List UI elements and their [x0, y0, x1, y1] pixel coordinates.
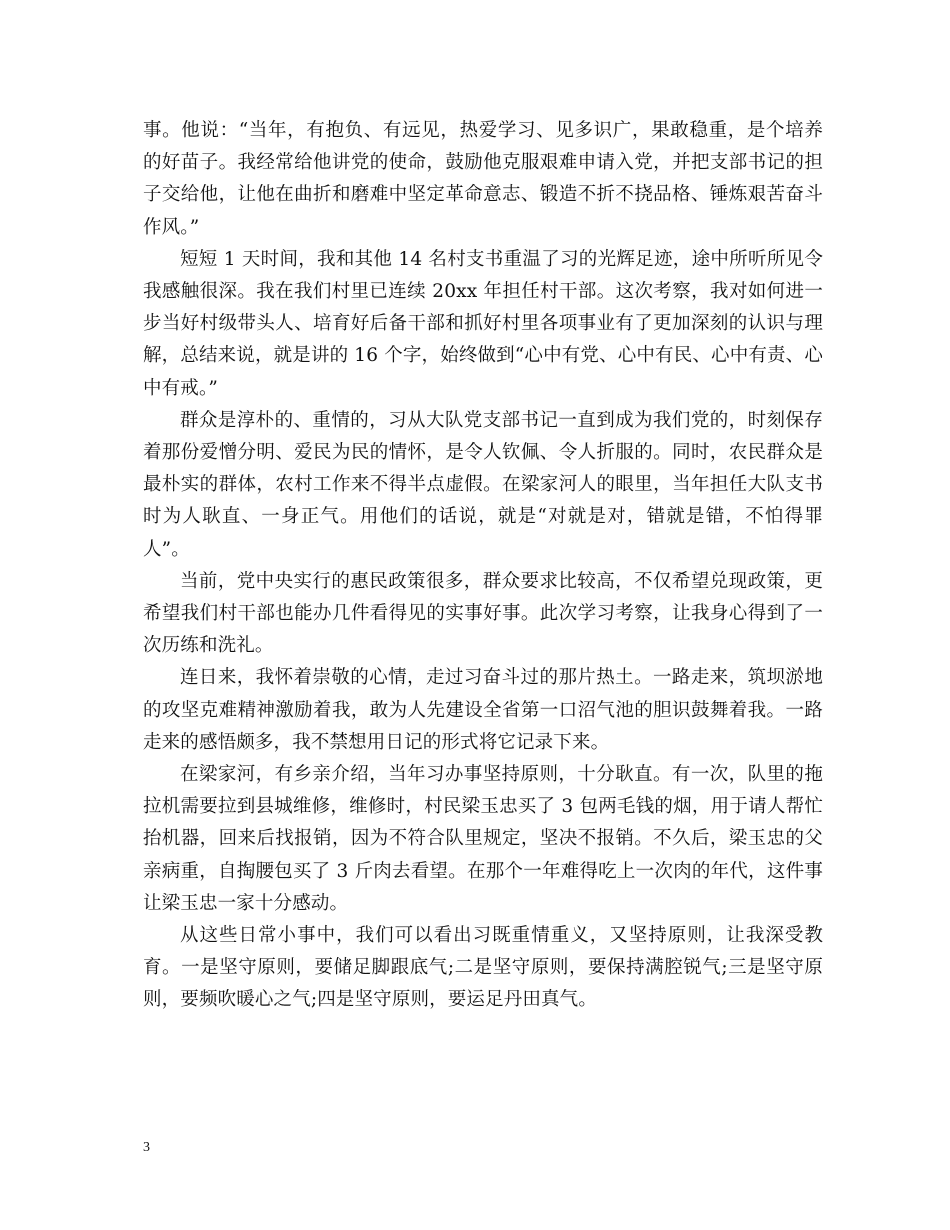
paragraph-1: 事。他说：“当年，有抱负、有远见，热爱学习、见多识广，果敢稳重，是个培养的好苗子。我经常给他讲党的使命，鼓励他克服艰难申请入党，并把支部书记的担子交给他，让他在曲折和磨难中坚定革命意志、锻造不折不挠品格、锤炼艰苦奋斗作风。” [143, 120, 823, 238]
paragraph-4: 当前，党中央实行的惠民政策很多，群众要求比较高，不仅希望兑现政策，更希望我们村干部也能办几件看得见的实事好事。此次学习考察，让我身心得到了一次历练和洗礼。 [143, 570, 823, 657]
paragraph-7: 从这些日常小事中，我们可以看出习既重情重义，又坚持原则，让我深受教育。一是坚守原则，要储足脚跟底气;二是坚守原则，要保持满腔锐气;三是坚守原则，要频吹暖心之气;四是坚守原则，要运足丹田真气。 [143, 925, 823, 1011]
page-number: 3 [143, 1140, 150, 1155]
body-text [143, 115, 823, 1017]
paragraph-5: 连日来，我怀着崇敬的心情，走过习奋斗过的那片热土。一路走来，筑坝淤地的攻坚克难精神激励着我，敢为人先建设全省第一口沼气池的胆识鼓舞着我。一路走来的感悟颇多，我不禁想用日记的形式将它记录下来。 [143, 667, 823, 753]
paragraph-3: 群众是淳朴的、重情的，习从大队党支部书记一直到成为我们党的，时刻保存着那份爱憎分明、爱民为民的情怀，是令人钦佩、令人折服的。同时，农民群众是最朴实的群体，农村工作来不得半点虚假。在梁家河人的眼里，当年担任大队支书时为人耿直、一身正气。用他们的话说，就是“对就是对，错就是错，不怕得罪人”。 [143, 409, 823, 560]
paragraph-6: 在梁家河，有乡亲介绍，当年习办事坚持原则，十分耿直。有一次，队里的拖拉机需要拉到县城维修，维修时，村民梁玉忠买了 3 包两毛钱的烟，用于请人帮忙抬机器，回来后找报销，因为不符合队里规定，坚决不报销。不久后，梁玉忠的父亲病重，自掏腰包买了 3 斤肉去看望。在那个一年难得吃上一次肉的年代，这件事让梁玉忠一家十分感动。 [143, 764, 823, 914]
paragraph-2: 短短 1 天时间，我和其他 14 名村支书重温了习的光辉足迹，途中所听所见令我感触很深。我在我们村里已连续 20xx 年担任村干部。这次考察，我对如何进一步当好村级带头人、培育好后备干部和抓好村里各项事业有了更加深刻的认识与理解，总结来说，就是讲的 16 个字，始终做到“心中有党、心中有民、心中有责、心中有戒。” [143, 248, 823, 399]
